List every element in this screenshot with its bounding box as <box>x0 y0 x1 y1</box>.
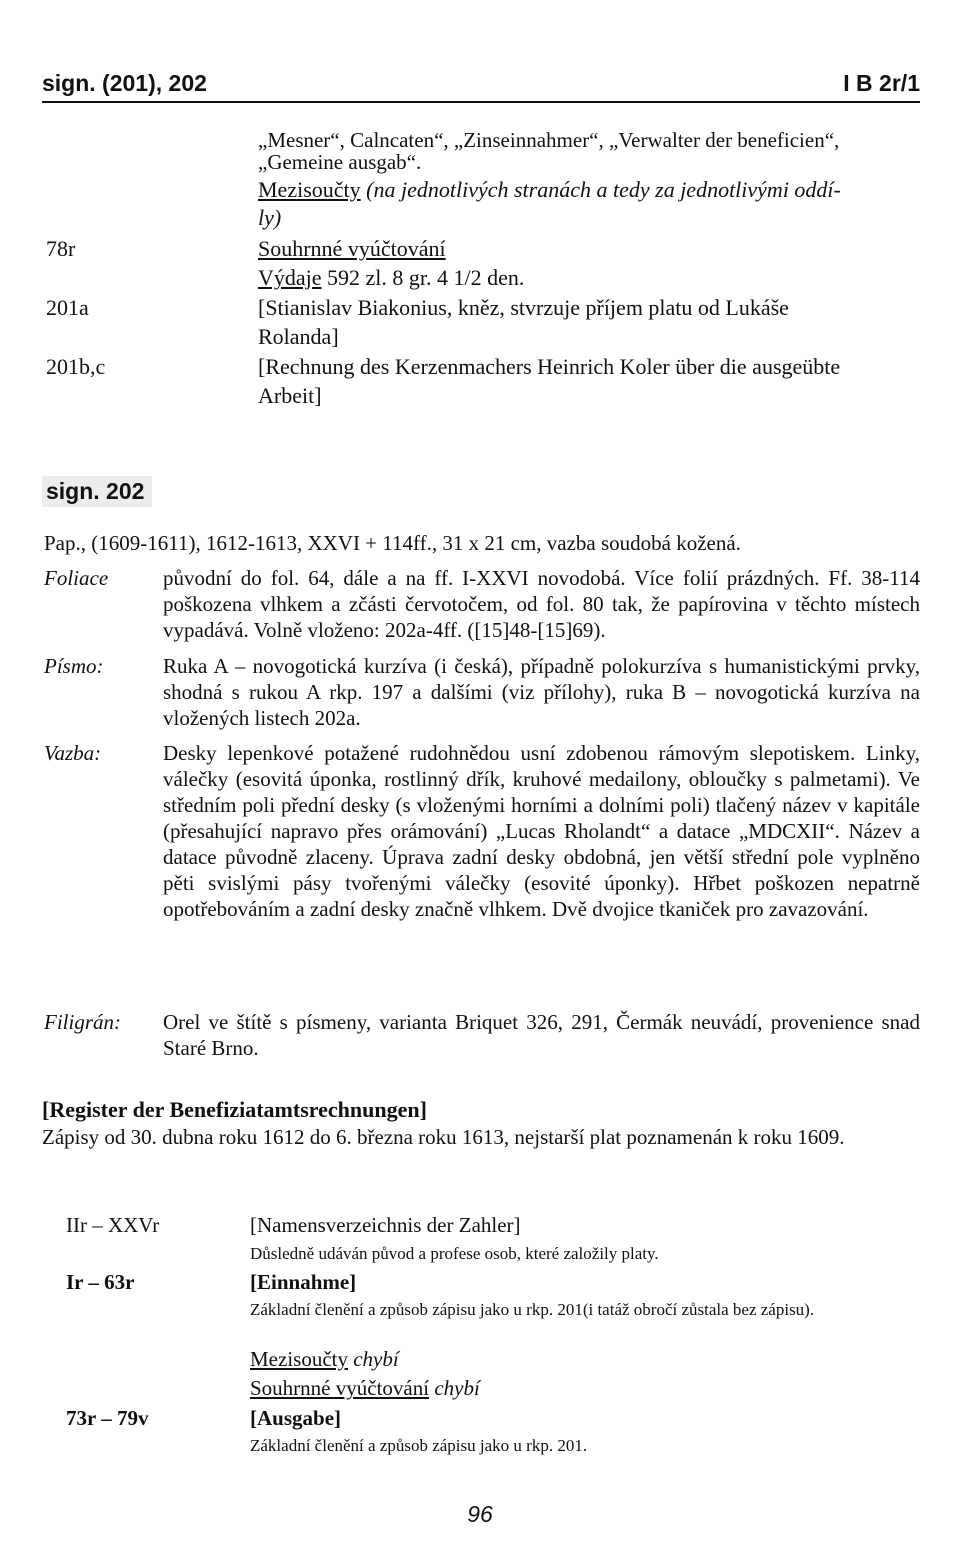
foliace-text: původní do fol. 64, dále a na ff. I-XXVI novodobá. Více folií prázdných. Ff. 38-114 poškozena vlhkem a zčásti červotočem, od fol. 80 tak, že papírovina v těchto místech vypadává. Volně vloženo: 202a-4ff. ([15]48-[15]69). <box>163 566 920 642</box>
mezisoucty-entry <box>258 177 920 203</box>
vazba-label: Vazba: <box>44 741 102 765</box>
mezisoucty-note-cont: ly) <box>258 205 282 230</box>
register-title: [Register der Benefiziatamtsrechnungen] <box>42 1097 427 1122</box>
folio-range: 73r – 79v <box>66 1406 149 1430</box>
mezisoucty-label: Mezisoučty <box>258 177 361 202</box>
folio-ref: 201a <box>46 295 89 320</box>
souhrnne-line <box>250 1376 480 1401</box>
section-note: Základní členění a způsob zápisu jako u rkp. 201. <box>250 1436 588 1455</box>
pismo-label: Písmo: <box>44 654 104 678</box>
vydaje-value: 592 zl. 8 gr. 4 1/2 den. <box>327 265 525 290</box>
register-intro: Zápisy od 30. dubna roku 1612 do 6. března roku 1613, nejstarší plat poznamenán k roku 1609. <box>42 1125 845 1149</box>
souhrnne-label: Souhrnné vyúčtování <box>250 1376 430 1400</box>
vazba-text: Desky lepenkové potažené rudohnědou usní zdobenou rámovým slepotiskem. Linky, válečky (esovitá úponka, rostlinný dřík, kruhové medailony, obloučky s palmetami). Ve středním poli přední desky (s vloženými horními a dolními poli) tlačený název v kapitále (přesahující napravo přes orámování) „Lucas Rholandt“ a datace „MDCXII“. Název a datace původně zlaceny. Úprava zadní desky obdobná, jen větší střední pole vyplněno pěti svislými pásy tvořenými válečky (esovité úponky). Hřbet poškozen nepatrně opotřebováním a zadní desky značně vlhkem. Dvě dvojice tkaniček pro zavazování. <box>163 741 920 921</box>
entry-line: „Mesner“, Calncaten“, „Zinseinnahmer“, „Verwalter der beneficien“, <box>258 128 840 152</box>
mezisoucty-label: Mezisoučty <box>250 1347 348 1371</box>
folio-ref: 201b,c <box>46 354 106 379</box>
vydaje-entry <box>258 265 524 291</box>
pismo-text: Ruka A – novogotická kurzíva (i česká), případně polokurzíva s humanistickými prvky, shodná s rukou A rkp. 197 a dalšími (viz přílohy), ruka B – novogotická kurzíva na vložených listech 202a. <box>163 654 920 730</box>
foliace-label: Foliace <box>44 566 109 590</box>
signature-heading: sign. 202 <box>42 476 152 507</box>
folio-range: Ir – 63r <box>66 1270 135 1294</box>
entry-text: [Rechnung des Kerzenmachers Heinrich Koler über die ausgeübte <box>258 354 841 379</box>
section-title: [Namensverzeichnis der Zahler] <box>250 1213 521 1237</box>
filigran-text: Orel ve štítě s písmeny, varianta Briquet 326, 291, Čermák neuvádí, provenience snad Staré Brno. <box>163 1010 920 1060</box>
souhrnne-status: chybí <box>434 1376 480 1400</box>
running-header-right: I B 2r/1 <box>843 70 920 96</box>
souhrnne-vyuctovani: Souhrnné vyúčtování <box>258 236 446 261</box>
vydaje-label: Výdaje <box>258 265 322 290</box>
entry-line: „Gemeine ausgab“. <box>258 150 422 174</box>
entry-text: [Stianislav Biakonius, kněz, stvrzuje příjem platu od Lukáše <box>258 295 789 320</box>
folio-ref: 78r <box>46 236 76 261</box>
running-header-left: sign. (201), 202 <box>42 70 207 96</box>
mezisoucty-note: (na jednotlivých stranách a tedy za jednotlivými oddí- <box>366 177 841 202</box>
section-note: Základní členění a způsob zápisu jako u rkp. 201(i tatáž obročí zůstala bez zápisu). <box>250 1300 815 1319</box>
folio-range: IIr – XXVr <box>66 1213 160 1237</box>
section-title: [Ausgabe] <box>250 1406 342 1430</box>
mezisoucty-line <box>250 1347 399 1372</box>
physical-description: Pap., (1609-1611), 1612-1613, XXVI + 114ff., 31 x 21 cm, vazba soudobá kožená. <box>44 531 741 555</box>
mezisoucty-status: chybí <box>353 1347 399 1371</box>
filigran-label: Filigrán: <box>44 1010 121 1034</box>
header-rule <box>42 101 920 103</box>
page-number: 96 <box>467 1501 493 1527</box>
entry-text: Rolanda] <box>258 324 339 349</box>
entry-text: Arbeit] <box>258 383 322 408</box>
section-note: Důsledně udáván původ a profese osob, které založily platy. <box>250 1244 659 1263</box>
section-title: [Einnahme] <box>250 1270 357 1294</box>
